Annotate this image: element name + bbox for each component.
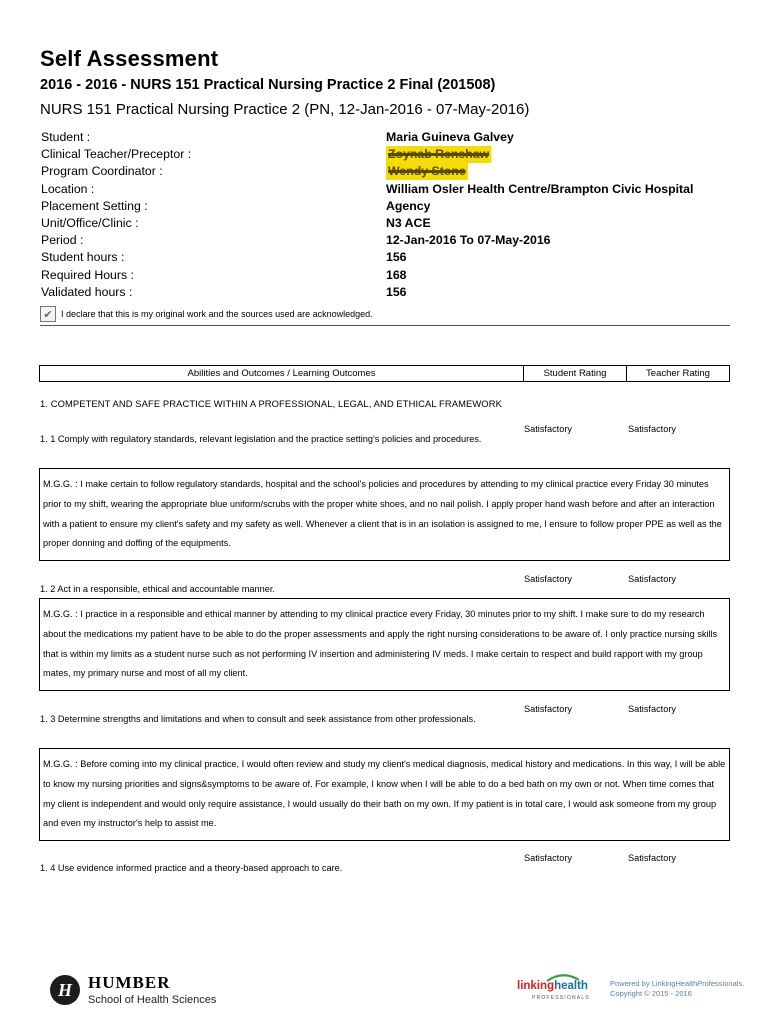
- info-label: Student :: [41, 130, 91, 144]
- info-value: [386, 163, 468, 180]
- powered-by-line: Powered by LinkingHealthProfessionals.: [610, 979, 745, 988]
- placement-info: [41, 129, 731, 301]
- student-rating: Satisfactory: [524, 424, 572, 434]
- logo-linking: linking: [517, 980, 555, 992]
- info-label: Student hours :: [41, 250, 125, 265]
- info-row-validated-hours: [41, 284, 731, 301]
- outcome-comment: M.G.G. : Before coming into my clinical practice, I would often review and study my client's medical diagnosis, medical history and medications. In this way, I will be able to know my nursing priorities and signs&symptoms to be aware of. For example, I know when I will be able to do a bed bath on my own or not. When time comes that my client is independent and would only require assistance, I would usually do their bath on my own. If my patient is in total care, I would ask someone from my group and even my instructor's help to assist me.: [39, 748, 730, 841]
- redacted-name: Zoynab Renshaw: [388, 147, 490, 162]
- humber-name: HUMBER: [88, 973, 171, 992]
- info-row-period: [41, 232, 731, 249]
- teacher-rating: Satisfactory: [628, 424, 676, 434]
- logo-health: health: [554, 980, 588, 992]
- column-header-teacher-rating: Teacher Rating: [646, 368, 710, 379]
- outcome-text: 1. 2 Act in a responsible, ethical and accountable manner.: [40, 584, 275, 594]
- outcome-comment: M.G.G. : I practice in a responsible and ethical manner by attending to my clinical practice every Friday, 30 minutes prior to my shift. I make sure to do my research about the medications my patient have to be able to do the proper assessments and apply the right nursing considerations to be aware of. I only practice nursing skills that is within my limits as a student nurse such as not performing IV insertion and administering IV meds. I make certain to respect and build rapport with my group mates, my primary nurse and most of all my client.: [39, 598, 730, 691]
- logo-tagline: PROFESSIONALS: [532, 995, 590, 1001]
- info-row-location: [41, 181, 731, 198]
- powered-by: [610, 979, 744, 999]
- info-row-unit: [41, 215, 731, 232]
- humber-branding: [50, 973, 216, 1008]
- declaration-checkbox[interactable]: [40, 306, 56, 322]
- divider: [40, 325, 730, 326]
- course-period-title: NURS 151 Practical Nursing Practice 2 (PN, 12-Jan-2016 - 07-May-2016): [40, 101, 530, 118]
- student-rating: Satisfactory: [524, 704, 572, 714]
- info-value: 168: [386, 267, 407, 282]
- course-final-title: 2016 - 2016 - NURS 151 Practical Nursing Practice 2 Final (201508): [40, 77, 496, 93]
- info-value: William Osler Health Centre/Brampton Civic Hospital: [386, 181, 694, 196]
- student-rating: Satisfactory: [524, 853, 572, 863]
- copyright-line: Copyright © 2015 - 2016: [610, 989, 692, 998]
- info-label: Required Hours :: [41, 267, 134, 282]
- outcome-text: 1. 1 Comply with regulatory standards, relevant legislation and the practice setting's policies and procedures.: [40, 434, 482, 444]
- info-label: Location :: [41, 181, 95, 196]
- info-label: Validated hours :: [41, 284, 133, 299]
- info-value: 156: [386, 250, 407, 265]
- outcomes-table-header: [39, 365, 730, 382]
- info-value: 12-Jan-2016 To 07-May-2016: [386, 233, 551, 248]
- info-label: Period :: [41, 233, 84, 248]
- column-header-student-rating: Student Rating: [524, 366, 627, 381]
- info-row-student-hours: [41, 249, 731, 266]
- info-row-required-hours: [41, 267, 731, 284]
- page-title: Self Assessment: [40, 46, 219, 71]
- outcome-text: 1. 3 Determine strengths and limitations and when to consult and seek assistance from other professionals.: [40, 714, 476, 724]
- info-label: Clinical Teacher/Preceptor :: [41, 147, 192, 162]
- info-value: Maria Guineva Galvey: [386, 130, 514, 144]
- teacher-rating: Satisfactory: [628, 853, 676, 863]
- teacher-rating: Satisfactory: [628, 704, 676, 714]
- redacted-name: Wendy Stone: [388, 164, 466, 179]
- section-heading: 1. COMPETENT AND SAFE PRACTICE WITHIN A PROFESSIONAL, LEGAL, AND ETHICAL FRAMEWORK: [40, 398, 502, 409]
- teacher-rating: Satisfactory: [628, 574, 676, 584]
- info-value: N3 ACE: [386, 215, 431, 230]
- info-label: Unit/Office/Clinic :: [41, 215, 139, 230]
- info-row-student: [41, 129, 731, 146]
- checkmark-icon: ✔: [43, 308, 53, 321]
- outcome-comment: M.G.G. : I make certain to follow regulatory standards, hospital and the school's policies and procedures by attending to my clinical practice every Friday 30 minutes prior to my shift, wearing the appropriate blue uniform/scrubs with the proper white shoes, and no nail polish. I apply proper hand wash before and after an interaction with a patient to ensure my client's safety and my safety as well. Whenever a client that is in an isolation is assigned to me, I ensure to follow proper PPE as well as the proper donning and doffing of the equipments.: [39, 468, 730, 561]
- linkinghealth-logo: [517, 980, 588, 992]
- info-label: Placement Setting :: [41, 198, 148, 213]
- info-row-clinical-teacher: [41, 146, 731, 163]
- declaration: [40, 306, 373, 322]
- declaration-text: I declare that this is my original work and the sources used are acknowledged.: [61, 309, 373, 319]
- info-value: Agency: [386, 198, 431, 213]
- info-label: Program Coordinator :: [41, 164, 163, 179]
- outcome-text: 1. 4 Use evidence informed practice and a theory-based approach to care.: [40, 863, 343, 873]
- humber-text: [88, 973, 216, 1008]
- info-value: 156: [386, 284, 407, 299]
- student-rating: Satisfactory: [524, 574, 572, 584]
- humber-school: School of Health Sciences: [88, 994, 217, 1006]
- info-row-program-coordinator: [41, 163, 731, 180]
- humber-logo-icon: H: [50, 975, 80, 1005]
- info-value: [386, 146, 491, 163]
- column-header-outcomes: Abilities and Outcomes / Learning Outcomes: [40, 366, 524, 381]
- info-row-placement-setting: [41, 198, 731, 215]
